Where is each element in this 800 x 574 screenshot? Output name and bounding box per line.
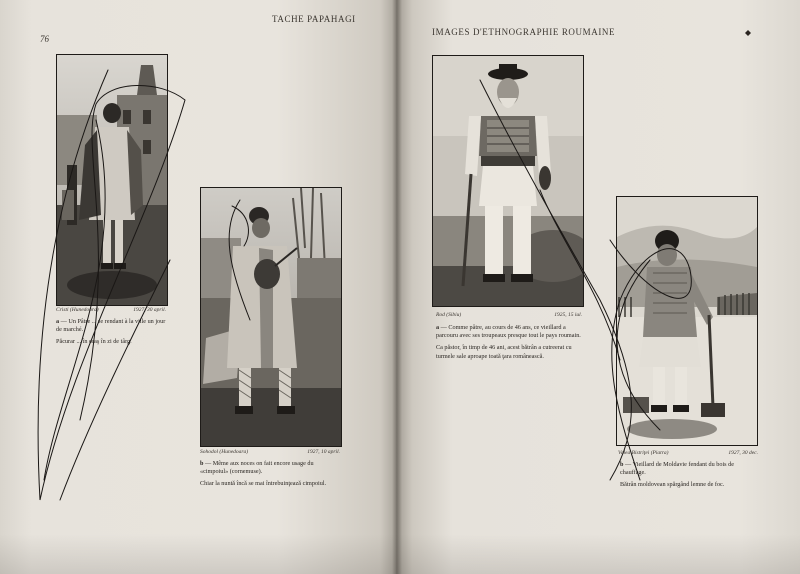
caption-row-1 xyxy=(56,307,166,313)
caption-place-4: Valea Bistriţei (Piatra) xyxy=(618,450,669,456)
caption-place-1: Cristi (Hunedoara) xyxy=(56,307,99,313)
photo-bagpipe-player xyxy=(200,187,342,447)
caption-date-2: 1927, 10 april. xyxy=(307,449,340,455)
photo-old-shepherd xyxy=(432,55,584,307)
left-page-number: 76 xyxy=(40,34,49,44)
description-1-ro: Păcurar ... în oraş în zi de târg. xyxy=(56,338,132,346)
description-2-fr: b — Même aux noces on fait encore usage du «cimpoiul» (cornemuse). xyxy=(200,460,314,476)
photo-wood-splitter xyxy=(616,196,758,446)
description-2 xyxy=(200,460,342,493)
caption-date-1: 1927, 30 april. xyxy=(133,307,166,313)
description-4-ro: Bătrân moldovean spărgând lemne de foc. xyxy=(620,481,725,489)
book-gutter xyxy=(392,0,402,574)
caption-place-2: Sohodol (Hunedoara) xyxy=(200,449,249,455)
description-3-ro: Ca păstor, în timp de 46 ani, acest bătrân a cutreerat cu turmele sale aproape toată ţara românească. xyxy=(436,344,572,360)
description-3-fr: a — Comme pâtre, au cours de 46 ans, ce vieillard a parcouru avec ses troupeaux presque tout le pays roumain. xyxy=(436,324,581,340)
description-1-fr: a — Un Pâtre ... se rendant à la ville un jour de marché. xyxy=(56,318,166,334)
caption-row-2 xyxy=(200,449,340,455)
description-1 xyxy=(56,318,168,351)
left-running-title: TACHE PAPAHAGI xyxy=(272,14,356,24)
caption-row-4 xyxy=(618,450,758,456)
right-running-title: IMAGES D'ETHNOGRAPHIE ROUMAINE xyxy=(432,27,616,37)
description-2-ro: Chiar la nuntă încă se mai întrebuinţează cimpoiul. xyxy=(200,480,327,488)
caption-date-4: 1927, 30 dec. xyxy=(728,450,758,456)
caption-place-3: Rod (Sibiu) xyxy=(436,312,462,318)
caption-date-3: 1925, 15 iul. xyxy=(554,312,582,318)
description-4-fr: b — Vieillard de Moldavie fendant du bois de chauffage. xyxy=(620,461,734,477)
photo-shepherd-walking xyxy=(56,54,168,306)
description-4 xyxy=(620,461,760,494)
ink-mark-icon xyxy=(744,24,752,32)
page-bottom-shadow xyxy=(0,534,800,574)
description-3 xyxy=(436,324,584,365)
caption-row-3 xyxy=(436,312,582,318)
